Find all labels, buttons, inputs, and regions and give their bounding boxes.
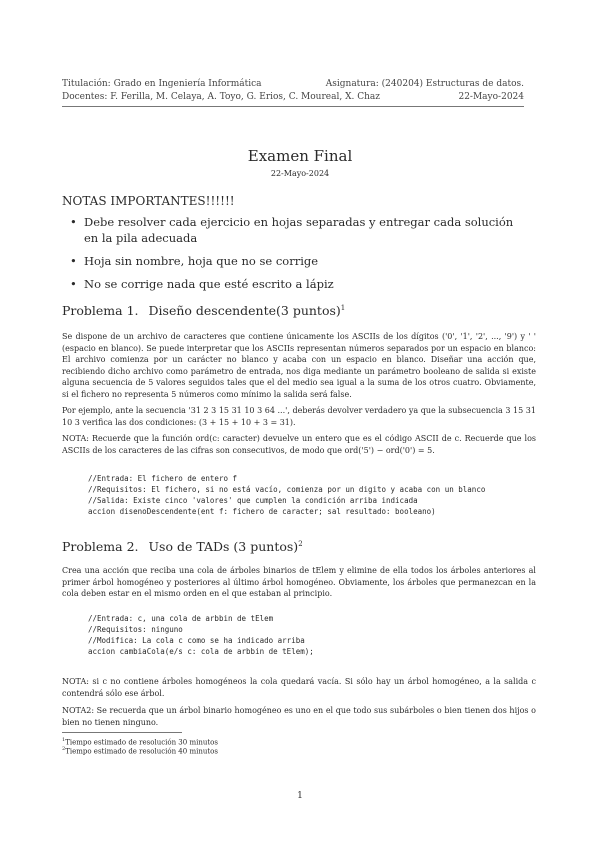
note-item: • No se corrige nada que esté escrito a lápiz — [62, 276, 530, 292]
note-item: • Hoja sin nombre, hoja que no se corrige — [62, 253, 530, 269]
problem1-number: Problema 1. — [62, 303, 139, 318]
problem1-heading — [62, 303, 345, 318]
header-subject: Asignatura: (240204) Estructuras de datos. — [325, 79, 524, 89]
header-line-1 — [62, 79, 524, 89]
header-degree: Titulación: Grado en Ingeniería Informática — [62, 79, 262, 89]
problem2-note1: NOTA: si c no contiene árboles homogéneos la cola quedará vacía. Si sólo hay un árbol homogéneo, a la salida c contendrá sólo ese árbol. — [62, 677, 536, 698]
footnote-1: $^1$Tiempo estimado de resolución 30 minutos — [62, 737, 218, 747]
notes-heading: NOTAS IMPORTANTES!!!!!! — [62, 194, 235, 208]
problem2-heading — [62, 539, 303, 554]
header-teachers: Docentes: F. Ferilla, M. Celaya, A. Toyo, G. Erios, C. Moureal, X. Chaz — [62, 92, 380, 102]
problem2-title: Uso de TADs (3 puntos) — [148, 539, 299, 554]
problem2-number: Problema 2. — [62, 539, 139, 554]
problem2-footnote-ref: 2 — [298, 539, 303, 548]
note-item: • Debe resolver cada ejercicio en hojas separadas y entregar cada solución en la pila adecuada — [62, 214, 530, 246]
footnote-2: $^2$Tiempo estimado de resolución 40 minutos — [62, 746, 218, 756]
exam-date: 22-Mayo-2024 — [270, 169, 330, 178]
page-number: 1 — [297, 791, 303, 801]
problem1-example: Por ejemplo, ante la secuencia '31 2 3 15 31 10 3 64 ...', deberás devolver verdadero ya que la subsecuencia 3 15 31 10 3 verifica las dos condiciones: (3 + 15 + 10 + 3 = 31). — [62, 406, 536, 427]
notes-list — [62, 214, 530, 299]
problem1-note: NOTA: Recuerde que la función ord(c: caracter) devuelve un entero que es el código ASCII de c. Recuerde que los ASCIIs de los caracteres de las cifras son consecutivos, de modo que ord('5') − ord('0') = 5. — [62, 434, 536, 455]
problem1-statement: Se dispone de un archivo de caracteres que contiene únicamente los ASCIIs de los dígitos ('0', '1', '2', ..., '9') y ' ' (espacio en blanco). Se puede interpretar que los ASCIIs representan números separados por un espacio en blanco: El archivo comienza por un carácter no blanco y acaba con un espacio en blanco. Diseñar una acción que, recibiendo dicho archivo como parámetro de entrada, nos diga mediante un parámetro booleano de salida si existe alguna secuencia de 5 valores seguidos tales que el del medio sea igual a la suma de los otros cuatro. Obviamente, si el fichero no representa 5 números como mínimo la salida será false. — [62, 332, 536, 399]
problem1-title: Diseño descendente(3 puntos) — [148, 303, 341, 318]
problem1-code: //Entrada: El fichero de entero f //Requisitos: El fichero, si no está vacío, comienza por un digito y acaba con un blanco //Salida: Existe cinco 'valores' que cumplen la condición arriba indicada accion disenoDescendente(ent f: fichero de caracter; sal resultado: booleano) — [88, 474, 486, 516]
problem2-note2: NOTA2: Se recuerda que un árbol binario homogéneo es uno en el que todo sus subárboles o bien tienen dos hijos o bien no tienen ninguno. — [62, 706, 536, 727]
problem2-code: //Entrada: c, una cola de arbbin de tElem //Requisitos: ninguno //Modifica: La cola c como se ha indicado arriba accion cambiaCola(e/s c: cola de arbbin de tElem); — [88, 614, 314, 656]
header-date: 22-Mayo-2024 — [458, 92, 524, 102]
footnote-rule — [62, 732, 182, 733]
problem1-footnote-ref: 1 — [340, 303, 346, 312]
header-rule — [62, 106, 524, 107]
problem2-statement: Crea una acción que reciba una cola de árboles binarios de tElem y elimine de ella todos los árboles anteriores al primer árbol homogéneo y posteriores al último árbol homogéneo. Obviamente, los árboles que permanezcan en la cola deben estar en el mismo orden en el que estaban al principio. — [62, 566, 536, 598]
exam-title: Examen Final — [247, 147, 353, 165]
header-line-2 — [62, 92, 524, 102]
